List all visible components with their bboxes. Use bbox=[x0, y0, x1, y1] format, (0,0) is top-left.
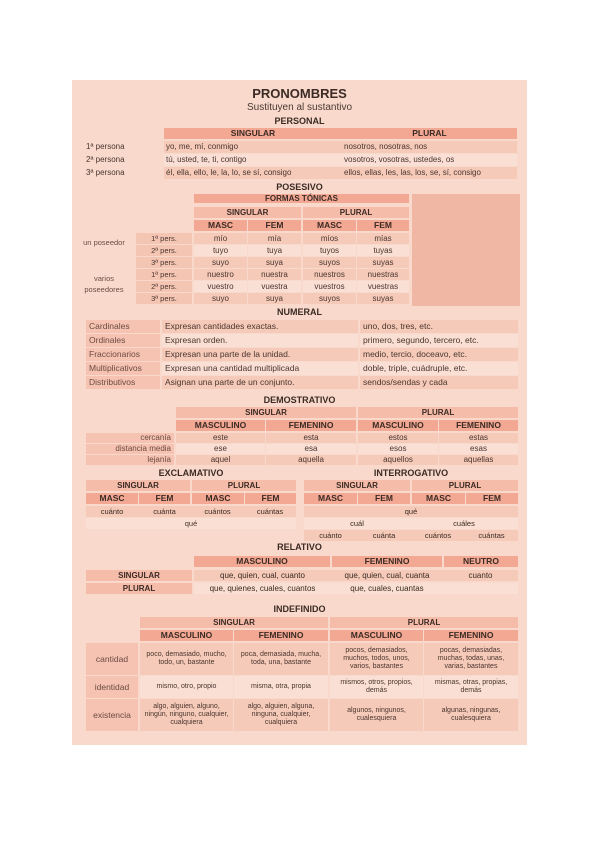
rel-sg-neutro: cuanto bbox=[468, 571, 493, 580]
demo-form: esa bbox=[266, 444, 356, 454]
demo-fem-sg: FEMENINO bbox=[266, 420, 356, 431]
demo-distance: cercanía bbox=[86, 433, 174, 443]
excl-cuantas: cuántas bbox=[256, 507, 284, 516]
formas-tonicas-header: FORMAS TÓNICAS bbox=[194, 194, 409, 203]
posesivo-person: 2ª pers. bbox=[136, 281, 192, 292]
page-title: PRONOMBRES bbox=[252, 86, 347, 101]
personal-row-plural: ellos, ellas, les, las, los, se, sí, consigo bbox=[342, 167, 517, 179]
indef-form: algo, alguien, alguno, ningún, ninguno, cualquier, cualquiera bbox=[140, 699, 233, 731]
excl-que: qué bbox=[86, 518, 296, 529]
indef-form: poco, demasiado, mucho, todo, un, bastante bbox=[140, 643, 233, 675]
rel-pl-fem: que, cuales, cuantas bbox=[350, 584, 424, 593]
posesivo-side-panel bbox=[412, 194, 520, 306]
indef-form: pocos, demasiados, muchos, todos, unos, varios, bastantes bbox=[330, 643, 423, 675]
personal-row-plural: vosotros, vosotras, ustedes, os bbox=[342, 154, 517, 166]
rel-pl-masc: que, quienes, cuales, cuantos bbox=[209, 584, 316, 593]
posesivo-form: suya bbox=[248, 293, 301, 304]
indef-form: algunas, ningunas, cualesquiera bbox=[424, 699, 518, 731]
posesivo-form: mías bbox=[357, 233, 409, 244]
personal-heading: PERSONAL bbox=[274, 116, 325, 126]
posesivo-form: tuyos bbox=[303, 245, 356, 256]
numeral-examples: sendos/sendas y cada bbox=[360, 376, 518, 389]
posesivo-form: mía bbox=[248, 233, 301, 244]
posesivo-person: 3ª pers. bbox=[136, 293, 192, 304]
posesivo-person: 1ª pers. bbox=[136, 233, 192, 244]
indefinido-heading: INDEFINIDO bbox=[273, 604, 326, 614]
interr-que: qué bbox=[304, 506, 518, 517]
indef-masc-pl: MASCULINO bbox=[330, 630, 423, 641]
posesivo-fem-sg: FEM bbox=[248, 220, 301, 231]
demo-form: aquella bbox=[266, 455, 356, 465]
interr-fem-pl: FEM bbox=[466, 493, 518, 504]
demo-form: aquellos bbox=[358, 455, 438, 465]
numeral-type: Cardinales bbox=[86, 320, 160, 333]
posesivo-form: mío bbox=[194, 233, 247, 244]
personal-row-label: 2ª persona bbox=[86, 155, 125, 164]
demo-form: aquel bbox=[176, 455, 265, 465]
posesivo-form: vuestros bbox=[303, 281, 356, 292]
numeral-examples: primero, segundo, tercero, etc. bbox=[360, 334, 518, 347]
posesivo-form: nuestras bbox=[357, 269, 409, 280]
indef-form: mismas, otras, propias, demás bbox=[424, 676, 518, 698]
posesivo-form: suya bbox=[248, 257, 301, 268]
indef-category: identidad bbox=[86, 676, 138, 698]
posesivo-form: tuyo bbox=[194, 245, 247, 256]
posesivo-form: vuestra bbox=[248, 281, 301, 292]
personal-row-singular: él, ella, ello, le, la, lo, se sí, consigo bbox=[164, 167, 342, 179]
posesivo-form: nuestro bbox=[194, 269, 247, 280]
demo-form: esta bbox=[266, 433, 356, 443]
interr-cual: cuál bbox=[350, 519, 364, 528]
interr-cuanto: cuánto bbox=[319, 531, 342, 540]
posesivo-form: míos bbox=[303, 233, 356, 244]
numeral-type: Fraccionarios bbox=[86, 348, 160, 361]
posesivo-form: tuya bbox=[248, 245, 301, 256]
posesivo-form: nuestros bbox=[303, 269, 356, 280]
demo-plural-header: PLURAL bbox=[358, 407, 518, 418]
numeral-type: Ordinales bbox=[86, 334, 160, 347]
personal-singular-header: SINGULAR bbox=[164, 128, 342, 139]
excl-fem-pl: FEM bbox=[245, 493, 296, 504]
exclamativo-heading: EXCLAMATIVO bbox=[158, 468, 224, 478]
numeral-examples: medio, tercio, doceavo, etc. bbox=[360, 348, 518, 361]
numeral-desc: Expresan una parte de la unidad. bbox=[162, 348, 358, 361]
personal-row-plural: nosotros, nosotras, nos bbox=[342, 141, 517, 153]
personal-row-label: 3ª persona bbox=[86, 168, 125, 177]
excl-row-cuanto bbox=[86, 506, 296, 517]
personal-row-singular: tú, usted, te, ti, contigo bbox=[164, 154, 342, 166]
interr-plural-header: PLURAL bbox=[412, 480, 518, 491]
posesivo-form: suyas bbox=[357, 293, 409, 304]
posesivo-form: suyos bbox=[303, 257, 356, 268]
demo-fem-pl: FEMENINO bbox=[439, 420, 518, 431]
excl-plural-header: PLURAL bbox=[192, 480, 296, 491]
indef-plural-header: PLURAL bbox=[330, 617, 518, 628]
posesivo-person: 3ª pers. bbox=[136, 257, 192, 268]
interr-cuantas: cuántas bbox=[478, 531, 505, 540]
posesivo-form: suyas bbox=[357, 257, 409, 268]
numeral-heading: NUMERAL bbox=[277, 307, 322, 317]
indef-singular-header: SINGULAR bbox=[140, 617, 328, 628]
indef-fem-pl: FEMENINO bbox=[424, 630, 518, 641]
rel-singular-row bbox=[194, 570, 518, 581]
indef-form: algo, alguien, alguna, ninguna, cualquier, cualquiera bbox=[234, 699, 328, 731]
indef-form: algunos, ningunos, cualesquiera bbox=[330, 699, 423, 731]
rel-plural-label: PLURAL bbox=[86, 583, 192, 594]
posesivo-masc-pl: MASC bbox=[303, 220, 356, 231]
indef-form: mismos, otros, propios, demás bbox=[330, 676, 423, 698]
interr-masc-sg: MASC bbox=[304, 493, 357, 504]
demo-form: aquellas bbox=[439, 455, 518, 465]
indef-fem-sg: FEMENINO bbox=[234, 630, 328, 641]
numeral-examples: doble, triple, cuádruple, etc. bbox=[360, 362, 518, 375]
excl-masc-pl: MASC bbox=[192, 493, 244, 504]
excl-singular-header: SINGULAR bbox=[86, 480, 190, 491]
posesivo-form: suyo bbox=[194, 293, 247, 304]
demo-form: este bbox=[176, 433, 265, 443]
numeral-desc: Expresan cantidades exactas. bbox=[162, 320, 358, 333]
rel-singular-label: SINGULAR bbox=[86, 570, 192, 581]
demo-masc-sg: MASCULINO bbox=[176, 420, 265, 431]
interr-row-cual bbox=[304, 518, 518, 529]
rel-sg-fem: que, quien, cual, cuanta bbox=[344, 571, 430, 580]
indef-masc-sg: MASCULINO bbox=[140, 630, 233, 641]
personal-plural-header: PLURAL bbox=[342, 128, 517, 139]
excl-cuanto: cuánto bbox=[100, 507, 124, 516]
demostrativo-heading: DEMOSTRATIVO bbox=[263, 395, 336, 405]
demo-form: ese bbox=[176, 444, 265, 454]
interr-row-cuanto bbox=[304, 530, 518, 541]
posesivo-heading: POSESIVO bbox=[276, 182, 323, 192]
indef-category: cantidad bbox=[86, 643, 138, 675]
rel-sg-masc: que, quien, cual, cuanto bbox=[220, 571, 305, 580]
excl-cuanta: cuánta bbox=[153, 507, 176, 516]
demo-masc-pl: MASCULINO bbox=[358, 420, 438, 431]
rel-masc-header: MASCULINO bbox=[194, 556, 330, 567]
relativo-heading: RELATIVO bbox=[277, 542, 322, 552]
interr-fem-sg: FEM bbox=[358, 493, 410, 504]
interr-cuanta: cuánta bbox=[372, 531, 396, 540]
numeral-examples: uno, dos, tres, etc. bbox=[360, 320, 518, 333]
demo-form: estos bbox=[358, 433, 438, 443]
indef-category: existencia bbox=[86, 699, 138, 731]
excl-masc-sg: MASC bbox=[86, 493, 138, 504]
demo-distance: distancia media bbox=[86, 444, 174, 454]
demo-form: esos bbox=[358, 444, 438, 454]
posesivo-person: 2ª pers. bbox=[136, 245, 192, 256]
indef-form: poca, demasiada, mucha, toda, una, bastante bbox=[234, 643, 328, 675]
personal-row-singular: yo, me, mí, conmigo bbox=[164, 141, 342, 153]
posesivo-form: suyo bbox=[194, 257, 247, 268]
posesivo-form: vuestras bbox=[357, 281, 409, 292]
posesivo-form: suyos bbox=[303, 293, 356, 304]
posesivo-group-label: varios poseedores bbox=[84, 274, 124, 294]
posesivo-fem-pl: FEM bbox=[357, 220, 409, 231]
indef-form: misma, otra, propia bbox=[234, 676, 328, 698]
numeral-type: Multiplicativos bbox=[86, 362, 160, 375]
interrogativo-heading: INTERROGATIVO bbox=[373, 468, 449, 478]
demo-form: estas bbox=[439, 433, 518, 443]
interr-cuantos: cuántos bbox=[424, 531, 452, 540]
page-subtitle: Sustituyen al sustantivo bbox=[246, 102, 353, 113]
rel-plural-row bbox=[194, 583, 518, 594]
excl-cuantos: cuántos bbox=[204, 507, 231, 516]
posesivo-singular-header: SINGULAR bbox=[194, 207, 301, 218]
posesivo-form: nuestra bbox=[248, 269, 301, 280]
pronouns-sheet bbox=[72, 80, 527, 745]
demo-singular-header: SINGULAR bbox=[176, 407, 356, 418]
interr-cuales: cuáles bbox=[453, 519, 475, 528]
interr-singular-header: SINGULAR bbox=[304, 480, 410, 491]
rel-neutro-header: NEUTRO bbox=[444, 556, 518, 567]
posesivo-person: 1ª pers. bbox=[136, 269, 192, 280]
posesivo-form: vuestro bbox=[194, 281, 247, 292]
posesivo-group-label: un poseedor bbox=[83, 238, 125, 247]
indef-form: mismo, otro, propio bbox=[140, 676, 233, 698]
demo-form: esas bbox=[439, 444, 518, 454]
numeral-type: Distributivos bbox=[86, 376, 160, 389]
posesivo-masc-sg: MASC bbox=[194, 220, 247, 231]
numeral-desc: Expresan orden. bbox=[162, 334, 358, 347]
rel-fem-header: FEMENINO bbox=[332, 556, 442, 567]
demo-distance: lejanía bbox=[86, 455, 174, 465]
interr-masc-pl: MASC bbox=[412, 493, 465, 504]
posesivo-form: tuyas bbox=[357, 245, 409, 256]
personal-row-label: 1ª persona bbox=[86, 142, 125, 151]
numeral-desc: Asignan una parte de un conjunto. bbox=[162, 376, 358, 389]
indef-form: pocas, demasiadas, muchas, todas, unas, varias, bastantes bbox=[424, 643, 518, 675]
excl-fem-sg: FEM bbox=[139, 493, 190, 504]
posesivo-plural-header: PLURAL bbox=[303, 207, 409, 218]
numeral-desc: Expresan una cantidad multiplicada bbox=[162, 362, 358, 375]
